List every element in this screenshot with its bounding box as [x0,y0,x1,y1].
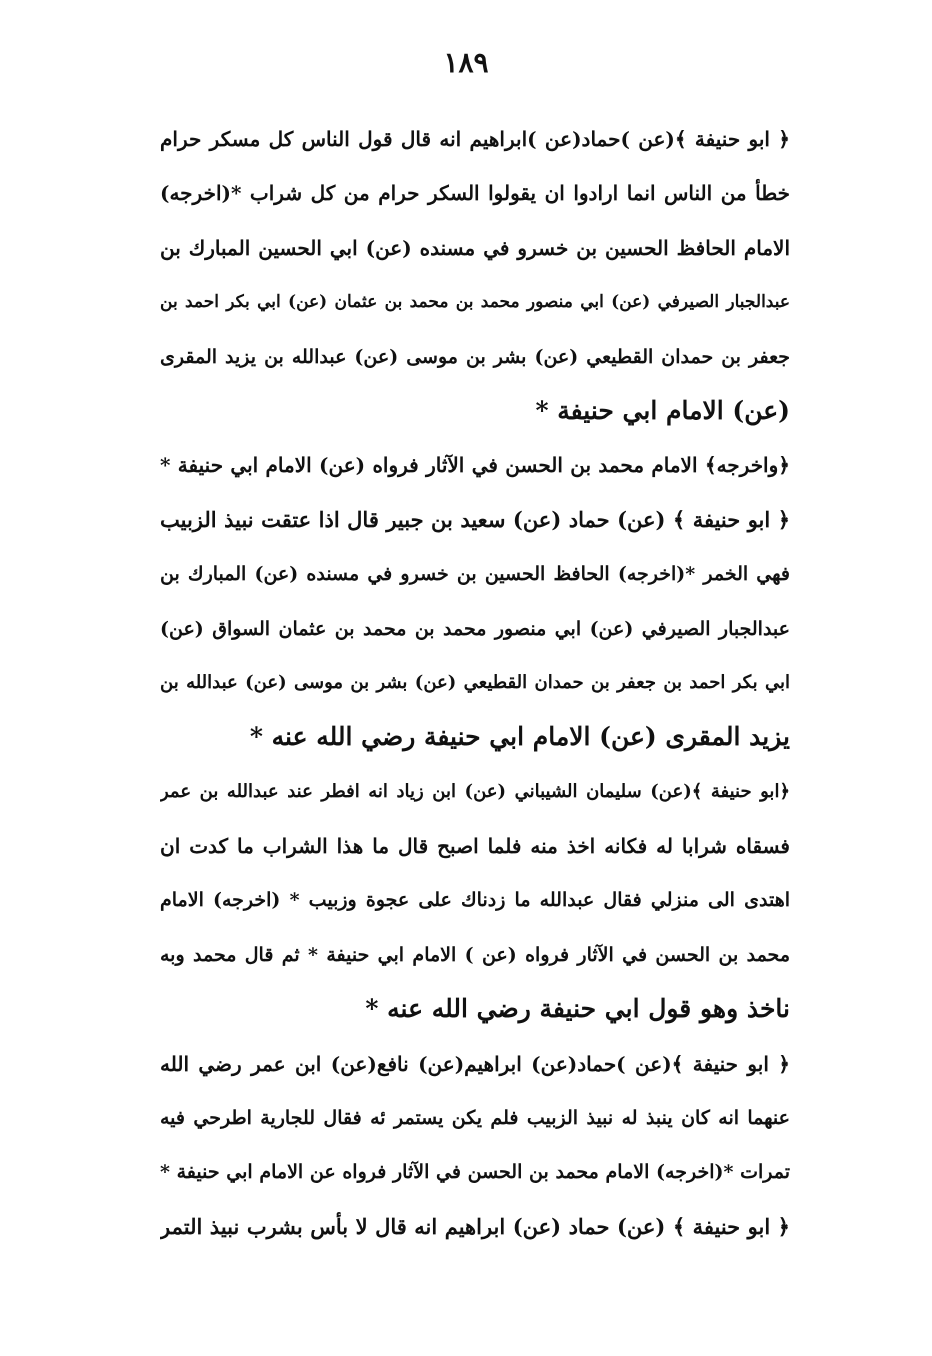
text-line: (عن) الامام ابي حنيفة * [535,395,790,425]
text-line: فهي الخمر *(اخرجه) الحافظ الحسين بن خسرو في مسنده (عن) المبارك بن [160,563,790,586]
text-line: جعفر بن حمدان القطيعي (عن) بشر بن موسى (عن) عبدالله بن يزيد المقرى [160,345,790,368]
text-line: عبدالجبار الصيرفي (عن) ابي منصور محمد بن محمد بن عثمان السواق (عن) [160,617,790,640]
text-line: فسقاه شرابا له فكانه اخذ منه فلما اصبح قال ما هذا الشراب ما كدت ان [160,834,790,859]
text-line: ناخذ وهو قول ابي حنيفة رضي الله عنه * [365,994,790,1024]
text-line: يزيد المقرى (عن) الامام ابي حنيفة رضي الله عنه * [249,722,790,752]
text-line: ﴿ ابو حنيفة ﴾(عن )حماد(عن )ابراهيم انه قال قول الناس كل مسكر حرام [160,127,790,151]
text-line: ﴿ ابو حنيفة ﴾(عن )حماد(عن) ابراهيم(عن) نافع(عن) ابن عمر رضي الله [160,1051,790,1076]
text-body [160,112,790,1254]
text-line: عنهما انه كان ينبذ له نبيذ الزبيب فلم يكن يستمر ئه فقال للجارية اطرحي فيه [160,1107,790,1130]
text-line: اهتدى الى منزلي فقال عبدالله ما زدناك على عجوة وزبيب * (اخرجه) الامام [160,889,790,912]
text-line: ابي بكر احمد بن جعفر بن حمدان القطيعي (عن) بشر بن موسى (عن) عبدالله بن [160,671,790,693]
text-line: ﴿ابو حنيفة ﴾(عن) سليمان الشيباني (عن) ابن زياد انه افطر عند عبدالله بن عمر [160,780,790,802]
text-line: خطأ من الناس انما ارادوا ان يقولوا السكر حرام من كل شراب *(اخرجه) [160,181,790,206]
text-line: ﴿واخرجه﴾ الامام محمد بن الحسن في الآثار فرواه (عن) الامام ابي حنيفة * [160,453,790,478]
text-line: ﴿ ابو حنيفة ﴾ (عن) حماد (عن) ابراهيم انه قال لا بأس بشرب نبيذ التمر [160,1213,790,1239]
text-line: محمد بن الحسن في الآثار فرواه (عن ) الامام ابي حنيفة * ثم قال محمد وبه [160,943,790,966]
text-line: ﴿ ابو حنيفة ﴾ (عن) حماد (عن) سعيد بن جبير قال اذا عتقت نبيذ الزبيب [160,506,790,532]
text-line: تمرات *(اخرجه) الامام محمد بن الحسن في الآثار فرواه عن الامام ابي حنيفة * [160,1161,790,1184]
page-number: ١٨٩ [443,46,489,79]
text-line: عبدالجبار الصيرفي (عن) ابي منصور محمد بن محمد بن عثمان (عن) ابي بكر احمد بن [160,292,790,313]
text-line: الامام الحافظ الحسين بن خسرو في مسنده (عن) ابي الحسين المبارك بن [160,235,790,260]
